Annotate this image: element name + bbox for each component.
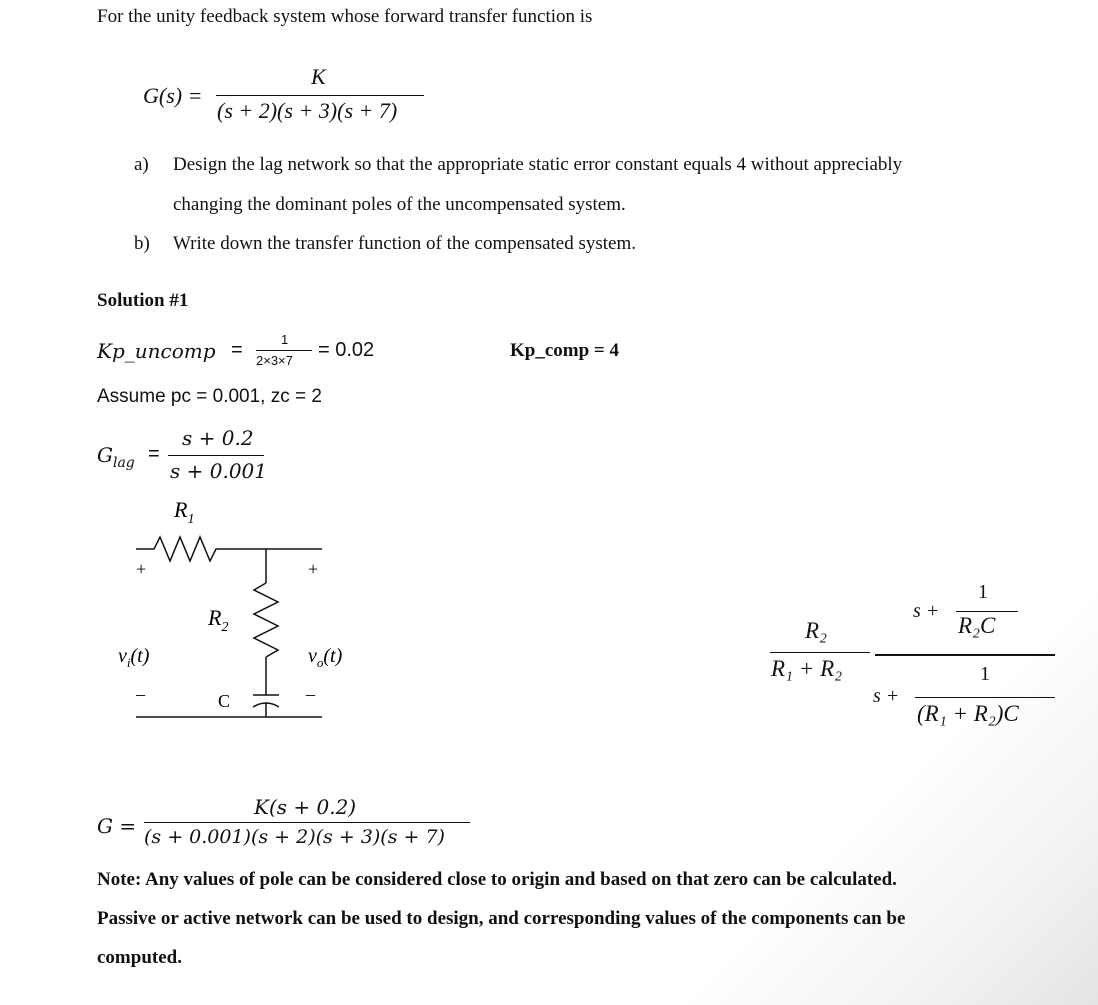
tf-gain-denominator: R₁ + R₂: [771, 656, 843, 681]
part-b-label: b): [134, 233, 150, 254]
tf-gain-numerator: R₂: [805, 618, 828, 643]
part-a-line1: Design the lag network so that the appropriate static error constant equals 4 without appreciably: [173, 154, 903, 175]
part-a-line2: changing the dominant poles of the uncompensated system.: [173, 194, 626, 215]
glag-fraction-bar: [168, 455, 264, 456]
vout-label: $v_o(t)$: [308, 645, 343, 670]
note-line2: Passive or active network can be used to design, and corresponding values of the components can be: [97, 908, 906, 929]
lag-network-circuit: [100, 495, 360, 730]
tf-inner-num-1: 1: [978, 581, 988, 603]
intro-text: For the unity feedback system whose forward transfer function is: [97, 6, 593, 27]
glag-label: $G_{lag}$: [97, 443, 135, 471]
kp-uncomp-label: Kp_uncomp: [97, 339, 216, 363]
tf-inner-num-2: 1: [980, 663, 990, 685]
compensated-lhs: G =: [97, 814, 137, 838]
resistor-r1: [136, 537, 322, 561]
glag-numerator: s + 0.2: [182, 426, 254, 450]
tf-inner-bar-1: [956, 611, 1018, 612]
vin-label: $v_i(t)$: [118, 645, 150, 670]
vin-plus: +: [136, 559, 147, 579]
tf-inner-den-2: (R₁ + R₂)C: [917, 701, 1019, 726]
note-line3: computed.: [97, 947, 182, 968]
tf-inner-bar-2: [915, 697, 1055, 698]
assume-text: Assume pc = 0.001, zc = 2: [97, 386, 322, 407]
kp-comp: Kp_comp = 4: [510, 340, 619, 361]
compensated-fraction-bar: [144, 822, 470, 823]
r1-label: $R_1$: [174, 497, 195, 527]
part-a-label: a): [134, 154, 149, 175]
r2-label: $R_2$: [208, 605, 229, 635]
part-b-text: Write down the transfer function of the compensated system.: [173, 233, 637, 254]
tf-inner-splus-1: s +: [913, 600, 940, 622]
resistor-r2: [254, 583, 278, 657]
gs-fraction-bar: [216, 95, 424, 96]
kp-uncomp-denominator: 2×3×7: [256, 353, 293, 368]
vout-plus: +: [308, 559, 319, 579]
gs-lhs: G(s) =: [143, 83, 203, 108]
tf-inner-den-1: R₂C: [958, 613, 996, 638]
vout-minus: –: [306, 684, 315, 704]
solution-heading: Solution #1: [97, 290, 189, 311]
tf-inner-splus-2: s +: [873, 685, 900, 707]
kp-uncomp-numerator: 1: [281, 332, 289, 347]
tf-main-bar: [875, 654, 1055, 656]
gs-numerator: K: [311, 64, 326, 89]
note-line1: Note: Any values of pole can be considered close to origin and based on that zero can be calculated.: [97, 869, 897, 890]
vin-minus: –: [136, 684, 145, 704]
kp-uncomp-equals: =: [231, 339, 243, 361]
glag-equals: =: [148, 443, 160, 465]
kp-uncomp-value: = 0.02: [318, 339, 375, 361]
capacitor-label: C: [218, 691, 231, 711]
compensated-numerator: K(s + 0.2): [254, 795, 357, 819]
compensated-denominator: (s + 0.001)(s + 2)(s + 3)(s + 7): [144, 826, 445, 848]
kp-uncomp-fraction-bar: [256, 350, 312, 351]
gs-denominator: (s + 2)(s + 3)(s + 7): [217, 98, 398, 123]
glag-denominator: s + 0.001: [170, 459, 267, 483]
tf-gain-bar: [770, 652, 870, 653]
